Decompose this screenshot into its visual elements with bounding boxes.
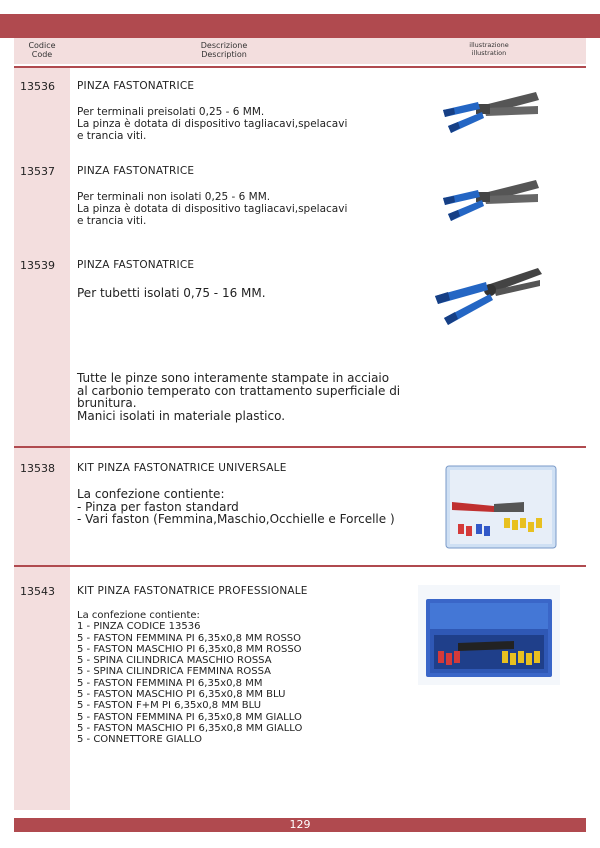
description-line: e trancia viti. <box>77 215 147 227</box>
description-line: Per tubetti isolati 0,75 - 16 MM. <box>77 286 266 300</box>
product-title: PINZA FASTONATRICE <box>77 259 195 271</box>
general-note <box>77 372 400 422</box>
section-divider <box>14 565 586 567</box>
product-code: 13543 <box>20 585 55 598</box>
description-line: La confezione contiente: <box>77 610 200 621</box>
product-title: KIT PINZA FASTONATRICE PROFESSIONALE <box>77 585 308 597</box>
description-line: 5 - FASTON FEMMINA PI 6,35x0,8 MM ROSSO <box>77 632 302 644</box>
header-illu-label-en: illustration <box>471 49 507 57</box>
header-code <box>14 41 70 59</box>
header-divider <box>14 66 586 68</box>
description-line: La confezione contiente: <box>77 487 225 501</box>
product-description <box>77 287 266 300</box>
description-line: La pinza è dotata di dispositivo tagliacavi,spelacavi <box>77 118 348 130</box>
description-line: Per terminali non isolati 0,25 - 6 MM. <box>77 191 271 203</box>
description-line: Per terminali preisolati 0,25 - 6 MM. <box>77 106 265 118</box>
crimp-kit-case-icon <box>444 462 559 552</box>
description-line: e trancia viti. <box>77 130 147 142</box>
note-line: Manici isolati in materiale plastico. <box>77 408 286 423</box>
product-code: 13537 <box>20 165 55 178</box>
description-line: - Pinza per faston standard <box>77 499 239 514</box>
header-desc-label: Descrizione <box>200 41 248 50</box>
header-code-label-en: Code <box>31 50 53 59</box>
crimping-pliers-icon <box>440 80 542 142</box>
header-desc-label-en: Description <box>201 50 247 59</box>
product-title: KIT PINZA FASTONATRICE UNIVERSALE <box>77 462 287 474</box>
page-number: 129 <box>289 818 311 831</box>
description-line: 5 - FASTON MASCHIO PI 6,35x0,8 MM BLU <box>77 689 286 701</box>
product-code: 13539 <box>20 259 55 272</box>
product-description <box>77 610 302 746</box>
crimping-pliers-icon <box>440 168 542 230</box>
header-illu-label: illustrazione <box>469 41 509 49</box>
description-line: 5 - SPINA CILINDRICA FEMMINA ROSSA <box>77 666 272 678</box>
product-description <box>77 106 347 142</box>
description-line: 5 - FASTON FEMMINA PI 6,35x0,8 MM GIALLO <box>77 711 302 723</box>
section-divider <box>14 446 586 448</box>
description-line: La pinza è dotata di dispositivo tagliacavi,spelacavi <box>77 203 348 215</box>
note-line: al carbonio temperato con trattamento superficiale di <box>77 383 401 398</box>
product-description <box>77 488 395 526</box>
description-line: 5 - SPINA CILINDRICA MASCHIO ROSSA <box>77 655 272 667</box>
description-line: 5 - FASTON F+M PI 6,35x0,8 MM BLU <box>77 700 262 712</box>
description-line: 5 - FASTON FEMMINA PI 6,35x0,8 MM <box>77 677 263 689</box>
description-line: 5 - FASTON MASCHIO PI 6,35x0,8 MM GIALLO <box>77 722 303 734</box>
product-title: PINZA FASTONATRICE <box>77 165 195 177</box>
description-line: - Vari faston (Femmina,Maschio,Occhielle e Forcelle ) <box>77 512 395 526</box>
product-code: 13536 <box>20 80 55 93</box>
crimping-pliers-icon <box>430 260 545 330</box>
header-code-label: Codice <box>28 41 56 50</box>
product-description <box>77 191 347 227</box>
note-line: brunitura. <box>77 396 137 410</box>
note-line: Tutte le pinze sono interamente stampate in acciaio <box>77 371 390 385</box>
description-line: 1 - PINZA CODICE 13536 <box>77 621 201 633</box>
crimp-kit-case-icon <box>418 585 560 685</box>
product-code: 13538 <box>20 462 55 475</box>
description-line: 5 - FASTON MASCHIO PI 6,35x0,8 MM ROSSO <box>77 643 302 655</box>
top-bar <box>0 14 600 38</box>
table-header <box>14 38 586 64</box>
header-description <box>164 41 284 59</box>
product-title: PINZA FASTONATRICE <box>77 80 195 92</box>
page-footer <box>14 818 586 832</box>
code-column <box>14 68 70 810</box>
description-line: 5 - CONNETTORE GIALLO <box>77 734 203 746</box>
header-illustration <box>454 41 524 57</box>
